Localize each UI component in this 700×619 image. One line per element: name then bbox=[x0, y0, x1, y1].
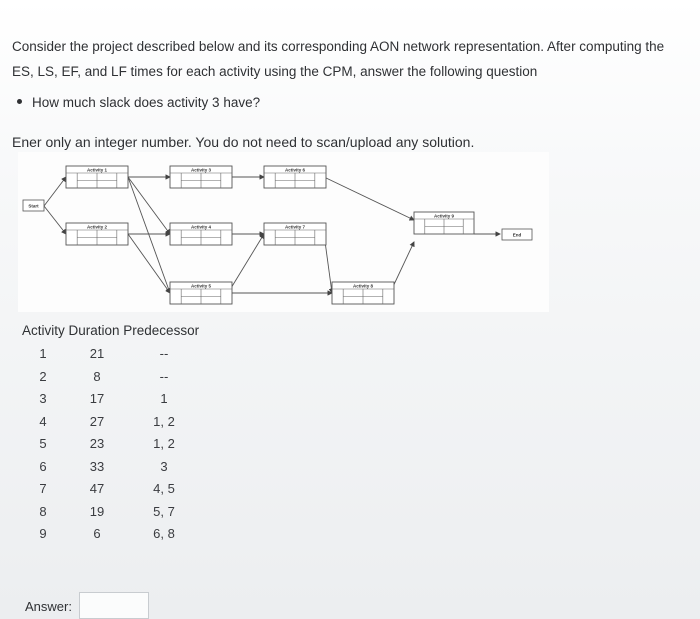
predecessor-cell: 1, 2 bbox=[153, 413, 175, 429]
end-node bbox=[502, 229, 532, 240]
question-text-line-2: ES, LS, EF, and LF times for each activity using the CPM, answer the following question bbox=[12, 64, 538, 79]
table-row bbox=[0, 526, 220, 544]
table-row bbox=[0, 391, 220, 409]
predecessor-cell: -- bbox=[159, 346, 169, 361]
activity-node-label: Activity 2 bbox=[86, 224, 108, 230]
duration-cell: 33 bbox=[89, 458, 105, 474]
activity-cell: 4 bbox=[39, 413, 47, 429]
duration-cell: 8 bbox=[93, 368, 101, 384]
activity-cell: 6 bbox=[39, 458, 47, 474]
activity-node-label: Activity 5 bbox=[190, 283, 212, 289]
activity-node-4 bbox=[170, 223, 232, 245]
activity-node-label: Activity 3 bbox=[190, 167, 212, 173]
table-row bbox=[0, 436, 220, 454]
table-header: Activity Duration Predecessor bbox=[22, 323, 200, 338]
answer-label: Answer: bbox=[25, 599, 72, 614]
aon-network-diagram bbox=[18, 152, 549, 312]
duration-cell: 27 bbox=[89, 413, 105, 429]
predecessor-cell: -- bbox=[159, 368, 169, 384]
activity-node-9 bbox=[414, 212, 474, 234]
activity-cell: 5 bbox=[39, 436, 47, 451]
activity-node-8 bbox=[332, 282, 394, 304]
start-label: Start bbox=[28, 203, 39, 209]
end-label: End bbox=[512, 232, 522, 238]
activity-node-3 bbox=[170, 166, 232, 188]
table-row bbox=[0, 459, 220, 477]
activity-node-label: Activity 6 bbox=[284, 167, 306, 173]
duration-cell: 23 bbox=[89, 436, 105, 451]
activity-cell: 7 bbox=[39, 481, 47, 496]
activity-cell: 1 bbox=[39, 346, 47, 361]
table-row bbox=[0, 414, 220, 432]
predecessor-cell: 5, 7 bbox=[153, 503, 175, 519]
activity-node-6 bbox=[264, 166, 326, 188]
table-row bbox=[0, 346, 220, 364]
predecessor-cell: 3 bbox=[160, 458, 168, 474]
activity-node-label: Activity 4 bbox=[190, 224, 212, 230]
activity-node-1 bbox=[66, 166, 128, 188]
predecessor-cell: 4, 5 bbox=[153, 481, 175, 496]
duration-cell: 47 bbox=[89, 481, 105, 496]
answer-input[interactable] bbox=[79, 592, 149, 619]
duration-cell: 6 bbox=[93, 526, 101, 541]
question-text-line-1: Consider the project described below and its corresponding AON network representation. After computing the bbox=[12, 39, 665, 54]
bullet-dot-icon bbox=[17, 99, 22, 104]
activity-node-label: Activity 8 bbox=[352, 283, 374, 289]
activity-node-label: Activity 7 bbox=[284, 224, 306, 230]
predecessor-cell: 1 bbox=[160, 391, 168, 406]
table-row bbox=[0, 504, 220, 522]
activity-cell: 9 bbox=[39, 526, 47, 541]
activity-node-5 bbox=[170, 282, 232, 304]
duration-cell: 17 bbox=[89, 391, 105, 406]
activity-cell: 8 bbox=[39, 503, 47, 519]
bullet-text: How much slack does activity 3 have? bbox=[32, 95, 261, 110]
predecessor-cell: 6, 8 bbox=[153, 526, 175, 541]
aon-network-svg bbox=[18, 152, 549, 312]
activity-node-label: Activity 1 bbox=[86, 167, 108, 173]
activity-node-7 bbox=[264, 223, 326, 245]
activity-cell: 2 bbox=[39, 368, 47, 384]
activity-node-label: Activity 9 bbox=[433, 213, 455, 219]
table-row bbox=[0, 481, 220, 499]
instruction-text: Ener only an integer number. You do not need to scan/upload any solution. bbox=[12, 134, 475, 150]
activity-cell: 3 bbox=[39, 391, 47, 406]
table-row bbox=[0, 369, 220, 387]
duration-cell: 21 bbox=[89, 346, 105, 361]
predecessor-cell: 1, 2 bbox=[153, 436, 175, 451]
activity-nodes bbox=[66, 166, 474, 304]
question-bullet bbox=[17, 95, 260, 110]
activity-node-2 bbox=[66, 223, 128, 245]
duration-cell: 19 bbox=[89, 503, 105, 519]
start-node bbox=[23, 200, 44, 211]
